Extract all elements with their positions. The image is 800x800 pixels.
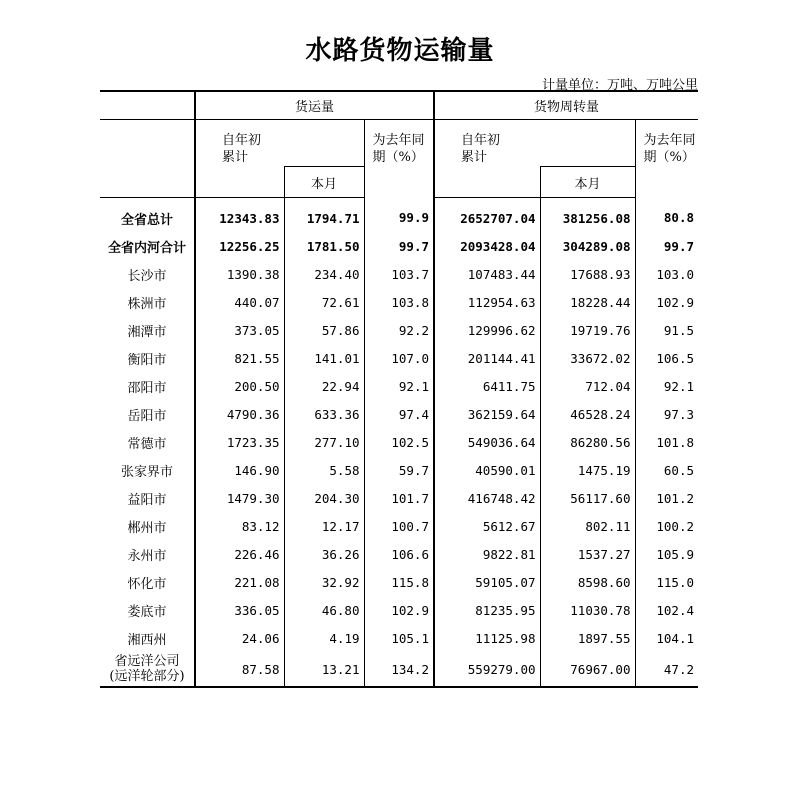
cell-v2: 277.10 xyxy=(284,428,364,456)
cell-v4: 416748.42 xyxy=(434,484,540,512)
cell-v1: 1723.35 xyxy=(195,428,284,456)
cell-v6: 100.2 xyxy=(635,512,698,540)
cell-v2: 4.19 xyxy=(284,624,364,652)
row-name: 湘潭市 xyxy=(127,324,167,340)
cell-v2: 5.58 xyxy=(284,456,364,484)
cell-v6: 101.8 xyxy=(635,428,698,456)
cell-v2: 141.01 xyxy=(284,344,364,372)
table-body xyxy=(100,198,698,688)
cell-v5: 56117.60 xyxy=(540,484,635,512)
cell-v1: 146.90 xyxy=(195,456,284,484)
cell-v3: 134.2 xyxy=(364,652,434,687)
table-row xyxy=(100,198,698,233)
cell-v3: 99.9 xyxy=(364,198,434,233)
cell-v5: 802.11 xyxy=(540,512,635,540)
cell-v6: 60.5 xyxy=(635,456,698,484)
row-name: 岳阳市 xyxy=(127,408,167,424)
row-name: 长沙市 xyxy=(127,268,167,284)
cell-v4: 107483.44 xyxy=(434,260,540,288)
cell-v4: 129996.62 xyxy=(434,316,540,344)
cell-v1: 12343.83 xyxy=(195,198,284,233)
row-name: 娄底市 xyxy=(127,604,167,620)
table-row xyxy=(100,316,698,344)
cell-v1: 226.46 xyxy=(195,540,284,568)
cell-v4: 2652707.04 xyxy=(434,198,540,233)
cell-v5: 11030.78 xyxy=(540,596,635,624)
cell-v6: 115.0 xyxy=(635,568,698,596)
cell-v1: 4790.36 xyxy=(195,400,284,428)
cell-v4: 59105.07 xyxy=(434,568,540,596)
header-ytd-volume-spacer xyxy=(195,167,284,198)
cell-v5: 1537.27 xyxy=(540,540,635,568)
cell-v3: 103.7 xyxy=(364,260,434,288)
row-name: 湘西州 xyxy=(127,632,167,648)
cell-v5: 1475.19 xyxy=(540,456,635,484)
cell-v4: 9822.81 xyxy=(434,540,540,568)
table-row xyxy=(100,260,698,288)
cell-v5: 18228.44 xyxy=(540,288,635,316)
cell-v2: 36.26 xyxy=(284,540,364,568)
cell-v6: 47.2 xyxy=(635,652,698,687)
cell-v4: 362159.64 xyxy=(434,400,540,428)
cell-v6: 102.4 xyxy=(635,596,698,624)
cell-v3: 102.5 xyxy=(364,428,434,456)
cell-v6: 92.1 xyxy=(635,372,698,400)
page-title: 水路货物运输量 xyxy=(305,36,495,66)
cell-v3: 103.8 xyxy=(364,288,434,316)
table-row xyxy=(100,400,698,428)
cell-v1: 24.06 xyxy=(195,624,284,652)
cell-v6: 103.0 xyxy=(635,260,698,288)
row-name: 省远洋公司 (远洋轮部分) xyxy=(100,652,195,687)
table-row xyxy=(100,372,698,400)
cell-v3: 107.0 xyxy=(364,344,434,372)
row-name: 全省内河合计 xyxy=(107,240,186,256)
row-name: 常德市 xyxy=(127,436,167,452)
table-row xyxy=(100,540,698,568)
cell-v6: 99.7 xyxy=(635,232,698,260)
cell-v5: 86280.56 xyxy=(540,428,635,456)
table-row xyxy=(100,568,698,596)
cell-v3: 115.8 xyxy=(364,568,434,596)
cell-v4: 559279.00 xyxy=(434,652,540,687)
cell-v4: 549036.64 xyxy=(434,428,540,456)
cell-v2: 72.61 xyxy=(284,288,364,316)
table-row xyxy=(100,428,698,456)
header-turnover: 货物周转量 xyxy=(434,91,698,120)
cell-v3: 105.1 xyxy=(364,624,434,652)
cell-v4: 112954.63 xyxy=(434,288,540,316)
cell-v1: 83.12 xyxy=(195,512,284,540)
cell-v4: 81235.95 xyxy=(434,596,540,624)
cell-v1: 221.08 xyxy=(195,568,284,596)
header-pct-turnover: 为去年同 期（%） xyxy=(635,120,698,198)
header-blank-2 xyxy=(100,120,195,198)
row-name: 益阳市 xyxy=(127,492,167,508)
unit-note: 计量单位：万吨、万吨公里 xyxy=(541,78,698,93)
cell-v1: 200.50 xyxy=(195,372,284,400)
cell-v4: 40590.01 xyxy=(434,456,540,484)
cell-v2: 234.40 xyxy=(284,260,364,288)
cell-v2: 57.86 xyxy=(284,316,364,344)
header-ytd-turnover: 自年初 累计 xyxy=(434,120,635,167)
header-pct-volume: 为去年同 期（%） xyxy=(364,120,434,198)
cell-v3: 102.9 xyxy=(364,596,434,624)
cell-v6: 91.5 xyxy=(635,316,698,344)
table-row xyxy=(100,512,698,540)
cell-v4: 6411.75 xyxy=(434,372,540,400)
header-ytd-turnover-spacer xyxy=(434,167,540,198)
cell-v2: 12.17 xyxy=(284,512,364,540)
table-row xyxy=(100,484,698,512)
cell-v2: 1794.71 xyxy=(284,198,364,233)
cell-v5: 381256.08 xyxy=(540,198,635,233)
cell-v1: 336.05 xyxy=(195,596,284,624)
header-ytd-volume: 自年初 累计 xyxy=(195,120,364,167)
cell-v5: 76967.00 xyxy=(540,652,635,687)
table-row xyxy=(100,652,698,687)
cell-v6: 80.8 xyxy=(635,198,698,233)
cell-v2: 22.94 xyxy=(284,372,364,400)
cell-v5: 33672.02 xyxy=(540,344,635,372)
table-row xyxy=(100,456,698,484)
row-name: 永州市 xyxy=(127,548,167,564)
row-name: 怀化市 xyxy=(127,576,167,592)
cell-v6: 102.9 xyxy=(635,288,698,316)
cell-v1: 821.55 xyxy=(195,344,284,372)
cell-v4: 11125.98 xyxy=(434,624,540,652)
cell-v3: 106.6 xyxy=(364,540,434,568)
cell-v6: 105.9 xyxy=(635,540,698,568)
header-month-volume: 本月 xyxy=(284,167,364,198)
row-name: 郴州市 xyxy=(127,520,167,536)
cell-v3: 101.7 xyxy=(364,484,434,512)
row-name: 张家界市 xyxy=(120,464,173,480)
table-row xyxy=(100,596,698,624)
cell-v1: 440.07 xyxy=(195,288,284,316)
cell-v3: 92.2 xyxy=(364,316,434,344)
row-name: 全省总计 xyxy=(120,212,173,228)
cell-v6: 106.5 xyxy=(635,344,698,372)
cell-v1: 1479.30 xyxy=(195,484,284,512)
cell-v5: 304289.08 xyxy=(540,232,635,260)
cell-v3: 100.7 xyxy=(364,512,434,540)
cell-v3: 92.1 xyxy=(364,372,434,400)
header-blank xyxy=(100,91,195,120)
row-name: 邵阳市 xyxy=(127,380,167,396)
cell-v2: 32.92 xyxy=(284,568,364,596)
cell-v6: 97.3 xyxy=(635,400,698,428)
cell-v1: 87.58 xyxy=(195,652,284,687)
table-row xyxy=(100,288,698,316)
cell-v5: 8598.60 xyxy=(540,568,635,596)
cell-v3: 59.7 xyxy=(364,456,434,484)
cell-v6: 104.1 xyxy=(635,624,698,652)
table-row xyxy=(100,624,698,652)
table-row xyxy=(100,344,698,372)
cell-v4: 5612.67 xyxy=(434,512,540,540)
cell-v5: 46528.24 xyxy=(540,400,635,428)
cell-v2: 13.21 xyxy=(284,652,364,687)
freight-table xyxy=(100,90,698,688)
cell-v2: 1781.50 xyxy=(284,232,364,260)
cell-v4: 201144.41 xyxy=(434,344,540,372)
row-name: 株洲市 xyxy=(127,296,167,312)
header-month-turnover: 本月 xyxy=(540,167,635,198)
cell-v1: 12256.25 xyxy=(195,232,284,260)
header-cargo-volume: 货运量 xyxy=(195,91,434,120)
cell-v4: 2093428.04 xyxy=(434,232,540,260)
cell-v1: 1390.38 xyxy=(195,260,284,288)
cell-v5: 17688.93 xyxy=(540,260,635,288)
cell-v2: 204.30 xyxy=(284,484,364,512)
cell-v1: 373.05 xyxy=(195,316,284,344)
table-row xyxy=(100,232,698,260)
cell-v6: 101.2 xyxy=(635,484,698,512)
cell-v5: 712.04 xyxy=(540,372,635,400)
cell-v3: 99.7 xyxy=(364,232,434,260)
cell-v3: 97.4 xyxy=(364,400,434,428)
cell-v5: 1897.55 xyxy=(540,624,635,652)
row-name: 衡阳市 xyxy=(127,352,167,368)
cell-v2: 633.36 xyxy=(284,400,364,428)
cell-v2: 46.80 xyxy=(284,596,364,624)
cell-v5: 19719.76 xyxy=(540,316,635,344)
